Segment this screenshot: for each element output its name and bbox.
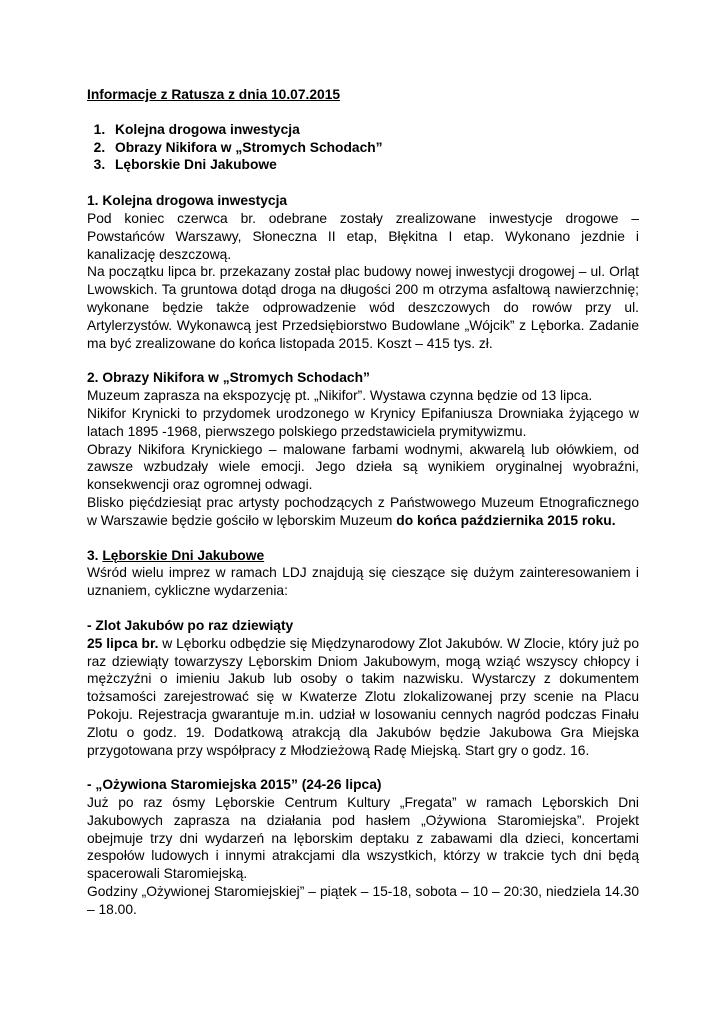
paragraph-text: Blisko pięćdziesiąt prac artysty pochodzących z Państwowego Muzeum Etnograficznego w Warszawie będzie gościło w lęborskim Muzeum <box>87 494 639 528</box>
section-3-intro: Wśród wielu imprez w ramach LDJ znajdują się cieszące się dużym zainteresowaniem i uznaniem, cykliczne wydarzenia: <box>87 565 639 599</box>
document-page <box>87 86 639 919</box>
section-3-title: Lęborskie Dni Jakubowe <box>102 547 265 563</box>
section-2-paragraph <box>87 494 639 530</box>
zlot-subsection <box>87 617 639 759</box>
ozywiona-heading: - „Ożywiona Staromiejska 2015” (24-26 lipca) <box>87 777 382 793</box>
zlot-heading: - Zlot Jakubów po raz dziewiąty <box>87 617 294 633</box>
section-1-paragraph: Na początku lipca br. przekazany został plac budowy nowej inwestycji drogowej – ul. Orląt Lwowskich. Ta gruntowa dotąd droga na długości 200 m otrzyma asfaltową nawierzchnię; wykonane będzie także odprowadzenie wód deszczowych do rowów przy ul. Artylerzystów. Wykonawcą jest Przedsiębiorstwo Budowlane „Wójcik” z Lęborka. Zadanie ma być zrealizowane do końca listopada 2015. Koszt – 415 tys. zł. <box>87 264 639 351</box>
section-2 <box>87 369 639 529</box>
section-2-heading: 2. Obrazy Nikifora w „Stromych Schodach” <box>87 370 370 386</box>
section-2-paragraph: Nikifor Krynicki to przydomek urodzonego w Krynicy Epifaniusza Drowniaka żyjącego w latach 1895 -1968, pierwszego polskiego przedstawiciela prymitywizmu. <box>87 405 639 439</box>
toc-item: 2. Obrazy Nikifora w „Stromych Schodach” <box>109 139 639 157</box>
document-title: Informacje z Ratusza z dnia 10.07.2015 <box>87 87 341 102</box>
zlot-date: 25 lipca br. <box>87 635 159 651</box>
section-1-paragraph: Pod koniec czerwca br. odebrane zostały zrealizowane inwestycje drogowe – Powstańców Warszawy, Słoneczna II etap, Błękitna I etap. Wykonano jezdnie i kanalizację deszczową. <box>87 210 639 262</box>
table-of-contents <box>87 121 639 174</box>
section-1-heading: 1. Kolejna drogowa inwestycja <box>87 193 288 209</box>
ozywiona-paragraph: Już po raz ósmy Lęborskie Centrum Kultury „Fregata” w ramach Lęborskich Dni Jakubowych zaprasza na działania pod hasłem „Ożywiona Staromiejska”. Projekt obejmuje trzy dni wydarzeń na lęborskim deptaku z zabawami dla dzieci, koncertami zespołów ludowych i innymi atrakcjami dla wszystkich, którzy w trakcie tych dni będą spacerowali Staromiejską. <box>87 795 639 882</box>
section-2-paragraph: Obrazy Nikifora Krynickiego – malowane farbami wodnymi, akwarelą lub ołówkiem, od zawsze wzbudzały wiele emocji. Jego dzieła są wynikiem oryginalnej wyobraźni, konsekwencji oraz ogromnej odwagi. <box>87 441 639 493</box>
section-3-heading <box>87 547 639 565</box>
section-3-number: 3. <box>87 547 103 563</box>
section-1 <box>87 192 639 352</box>
zlot-text: w Lęborku odbędzie się Międzynarodowy Zlot Jakubów. W Zlocie, który już po raz dziewiąty towarzyszy Lęborskim Dniom Jakubowym, mogą wziąć wszyscy chłopcy i mężczyźni o imieniu Jakub lub osoby o takim nazwisku. Wystarczy z dokumentem tożsamości zarejestrować się w Kwaterze Zlotu zlokalizowanej przy scenie na Placu Pokoju. Rejestracja gwarantuje m.in. udział w losowaniu cennych nagród podczas Finału Zlotu o godz. 19. Dodatkową atrakcją dla Jakubów będzie Jakubowa Gra Miejska przygotowana przy współpracy z Młodzieżową Radę Miejską. Start gry o godz. 16. <box>87 635 639 758</box>
zlot-paragraph <box>87 635 639 760</box>
toc-item: 1. Kolejna drogowa inwestycja <box>109 121 639 139</box>
toc-item: 3. Lęborskie Dni Jakubowe <box>109 156 639 174</box>
section-2-paragraph: Muzeum zaprasza na ekspozycję pt. „Nikifor”. Wystawa czynna będzie od 13 lipca. <box>87 388 593 404</box>
ozywiona-subsection <box>87 776 639 918</box>
bold-date: do końca października 2015 roku. <box>396 512 616 528</box>
ozywiona-hours: Godziny „Ożywionej Staromiejskiej” – piątek – 15-18, sobota – 10 – 20:30, niedziela 14.30 – 18.00. <box>87 884 639 917</box>
section-3 <box>87 547 639 919</box>
